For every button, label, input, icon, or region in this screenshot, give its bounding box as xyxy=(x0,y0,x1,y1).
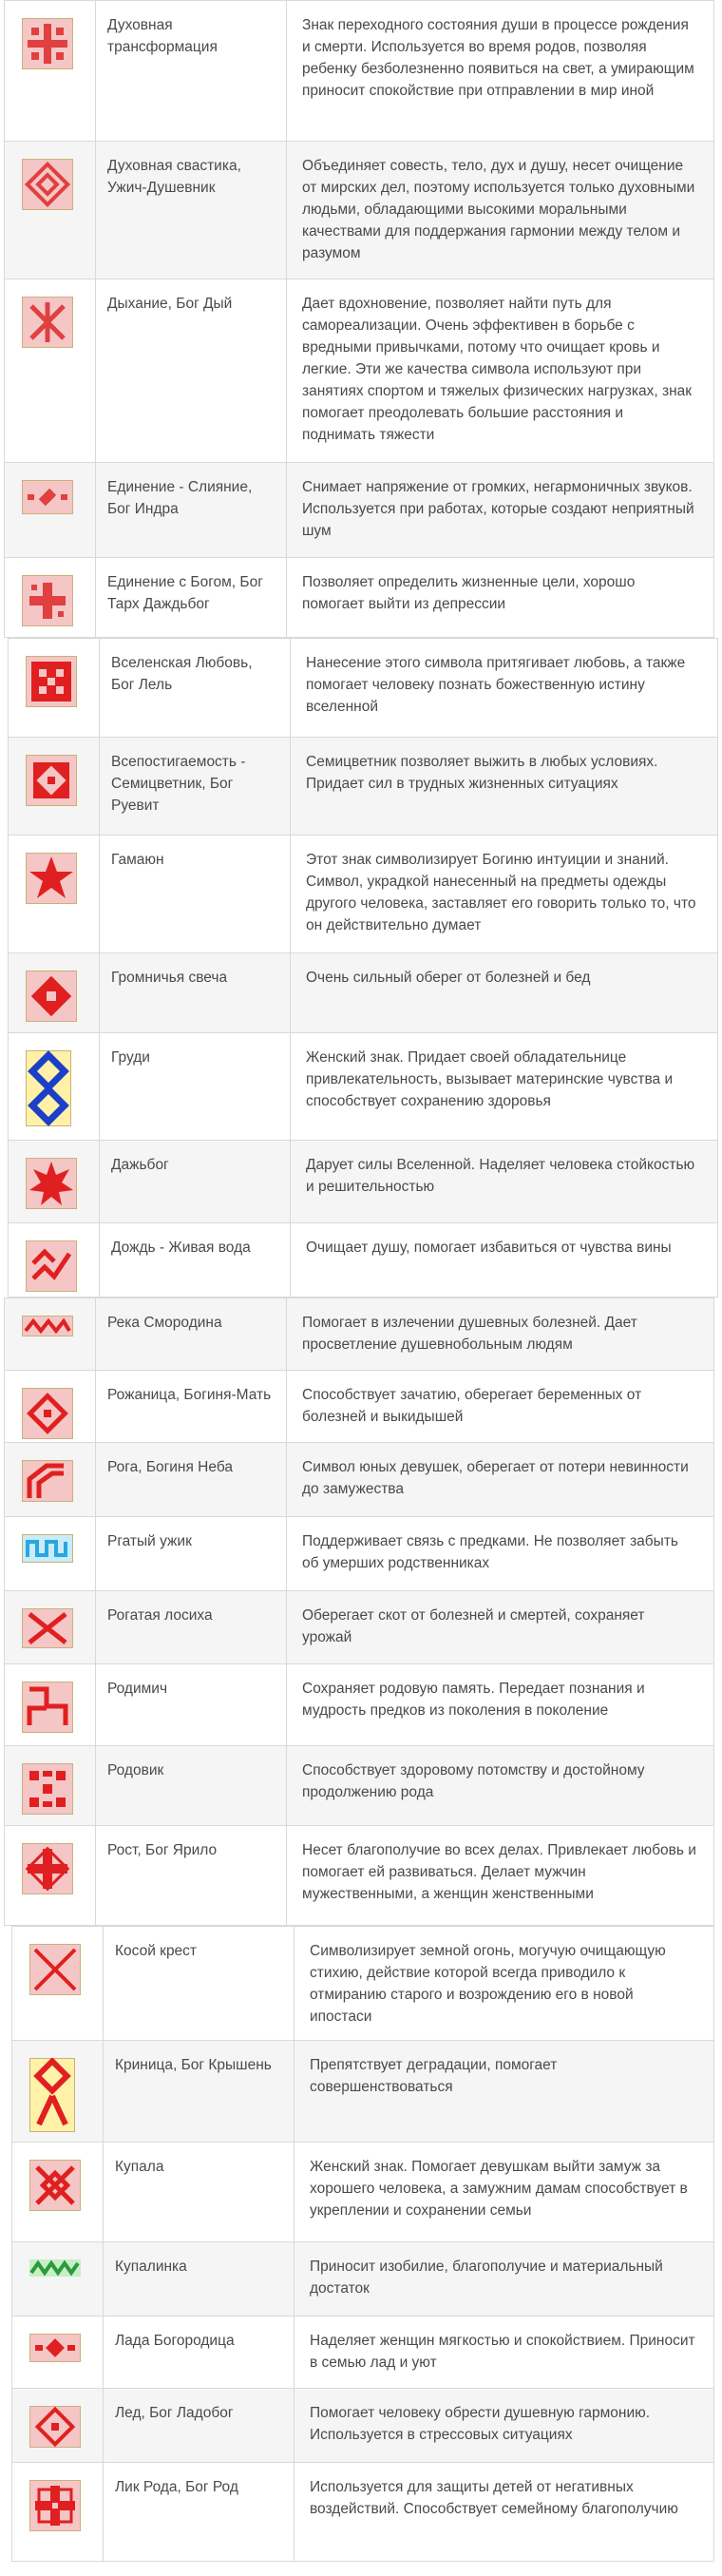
icon-cell xyxy=(12,2143,104,2242)
semitsvetnik-icon xyxy=(26,755,77,806)
symbol-name-cell xyxy=(104,2041,294,2143)
icon-cell xyxy=(12,2389,104,2463)
symbol-description: Женский знак. Помогает девушкам выйти замуж за хорошего человека, а замужним дамам способствует в укреплении и сохранении семьи xyxy=(310,2159,688,2219)
symbol-name-cell xyxy=(104,2463,294,2562)
icon-cell xyxy=(12,2316,104,2389)
symbol-name: Дождь - Живая вода xyxy=(111,1240,251,1256)
symbol-name: Лада Богородица xyxy=(115,2333,235,2349)
icon-cell xyxy=(9,836,100,953)
symbol-name-cell xyxy=(96,1443,287,1517)
kupalinka-icon xyxy=(29,2259,81,2277)
symbol-name: Рога, Богиня Неба xyxy=(107,1459,233,1475)
symbol-description: Семицветник позволяет выжить в любых условиях. Придает сил в трудных жизненных ситуациях xyxy=(306,754,658,792)
symbol-description: Используется для защиты детей от негативных воздействий. Способствует семейному благополучию xyxy=(310,2479,678,2517)
symbol-name-cell xyxy=(96,463,287,558)
symbol-name: Родимич xyxy=(107,1681,168,1697)
icon-cell xyxy=(5,1443,96,1517)
table-row xyxy=(12,2143,714,2242)
icon-cell xyxy=(5,463,96,558)
symbol-description-cell xyxy=(291,1223,718,1298)
symbol-description: Способствует здоровому потомству и достойному продолжению рода xyxy=(302,1762,645,1800)
symbol-description: Женский знак. Придает своей обладательнице привлекательность, вызывает материнские чувства и способствует сохранению здоровья xyxy=(306,1049,674,1109)
icon-cell xyxy=(9,1223,100,1298)
symbol-name: Дыхание, Бог Дый xyxy=(107,296,233,312)
symbol-name-cell xyxy=(104,2316,294,2389)
symbol-name: Река Смородина xyxy=(107,1315,222,1331)
table-row xyxy=(5,558,714,638)
symbol-name: Единение с Богом, Бог Тарх Даждьбог xyxy=(107,574,263,612)
lik-roda-icon xyxy=(29,2480,81,2531)
symbol-name-cell xyxy=(96,1371,287,1443)
symbol-name-cell xyxy=(96,1746,287,1826)
icon-cell xyxy=(9,953,100,1033)
dazhbog-icon xyxy=(26,1158,77,1209)
table-row xyxy=(5,1,714,142)
vselenskaya-lyubov-icon xyxy=(26,656,77,707)
symbol-description-cell xyxy=(294,1927,714,2041)
symbol-name-cell xyxy=(96,1664,287,1746)
symbol-description-cell xyxy=(294,2143,714,2242)
symbol-name-cell xyxy=(100,1223,291,1298)
dozhd-icon xyxy=(26,1240,77,1292)
symbol-description: Дарует силы Вселенной. Наделяет человека стойкостью и решительностью xyxy=(306,1157,695,1195)
symbol-description: Символ юных девушек, оберегает от потери невинности до замужества xyxy=(302,1459,689,1497)
symbol-description: Объединяет совесть, тело, дух и душу, несет очищение от мирских дел, поэтому используется только духовными людьми, обладающими высокими моральными качествами для поддержания гармонии между телом и разумом xyxy=(302,158,695,261)
symbol-description-cell xyxy=(294,2389,714,2463)
rgatyy-uzhik-icon xyxy=(22,1534,73,1563)
symbol-description-cell xyxy=(291,1033,718,1141)
symbol-name-cell xyxy=(100,1141,291,1223)
led-icon xyxy=(29,2406,81,2448)
symbol-name: Духовная свастика, Ужич-Душевник xyxy=(107,158,241,196)
symbol-name-cell xyxy=(104,1927,294,2041)
icon-cell xyxy=(5,1826,96,1926)
symbol-description-cell xyxy=(291,639,718,738)
symbol-name: Рогатая лосиха xyxy=(107,1607,213,1624)
symbol-description: Знак переходного состояния души в процессе рождения и смерти. Используется во время родов, позволяя ребенку безболезненно появиться на свет, а умирающим приносит спокойствие при отправлении в мир иной xyxy=(302,17,694,99)
icon-cell xyxy=(12,2041,104,2143)
symbol-description-cell xyxy=(291,738,718,836)
symbol-description-cell xyxy=(287,1517,714,1591)
symbol-description: Поддерживает связь с предками. Не позволяет забыть об умерших родственниках xyxy=(302,1533,678,1571)
symbol-description: Очищает душу, помогает избавиться от чувства вины xyxy=(306,1240,672,1256)
icon-cell xyxy=(9,1141,100,1223)
symbol-description-cell xyxy=(287,1746,714,1826)
symbol-name-cell xyxy=(104,2242,294,2316)
symbol-name-cell xyxy=(104,2143,294,2242)
table-row xyxy=(12,2316,714,2389)
symbol-name: Купалинка xyxy=(115,2259,187,2275)
symbols-table-1 xyxy=(4,0,714,638)
symbol-name: Всепостигаемость - Семицветник, Бог Руевит xyxy=(111,754,246,814)
lada-bogoroditsa-icon xyxy=(29,2334,81,2362)
symbol-name-cell xyxy=(96,1591,287,1664)
symbol-name: Лик Рода, Бог Род xyxy=(115,2479,238,2495)
symbol-name-cell xyxy=(104,2389,294,2463)
symbol-name-cell xyxy=(96,279,287,463)
table-row xyxy=(9,1223,718,1298)
symbol-description: Способствует зачатию, оберегает беременных от болезней и выкидышей xyxy=(302,1387,642,1425)
dukhovnaya-svastika-icon xyxy=(22,159,73,210)
symbols-table-2 xyxy=(8,638,718,1298)
rost-icon xyxy=(22,1843,73,1894)
symbol-description: Этот знак символизирует Богиню интуиции и знаний. Символ, украдкой нанесенный на предметы одежды другого человека, заставляет его говорить только то, что он действительно думает xyxy=(306,852,696,933)
symbol-description: Препятствует деградации, помогает совершенствоваться xyxy=(310,2057,558,2095)
symbol-description-cell xyxy=(291,836,718,953)
symbols-table-4 xyxy=(11,1926,714,2562)
icon-cell xyxy=(5,1517,96,1591)
symbol-description: Символизирует земной огонь, могучую очищающую стихию, действие которой всегда приводило к отмиранию старого и возрождению его в новой ипостаси xyxy=(310,1943,666,2025)
table-row xyxy=(12,2389,714,2463)
edinenie-sliyanie-icon xyxy=(22,480,73,514)
symbol-description-cell xyxy=(287,463,714,558)
symbol-name: Груди xyxy=(111,1049,150,1066)
symbol-name: Громничья свеча xyxy=(111,970,228,986)
symbol-description-cell xyxy=(287,1,714,142)
symbol-description-cell xyxy=(287,1371,714,1443)
symbol-description: Несет благополучие во всех делах. Привлекает любовь и помогает ей развиваться. Делает мужчин мужественными, а женщин женственными xyxy=(302,1842,696,1902)
symbol-description: Помогает в излечении душевных болезней. Дает просветление душевнобольным людям xyxy=(302,1315,637,1353)
table-row xyxy=(12,2041,714,2143)
table-row xyxy=(9,1033,718,1141)
table-row xyxy=(9,836,718,953)
symbol-description-cell xyxy=(287,558,714,638)
table-row xyxy=(12,2242,714,2316)
icon-cell xyxy=(5,1,96,142)
table-row xyxy=(9,953,718,1033)
table-row xyxy=(5,1298,714,1371)
grudi-icon xyxy=(26,1050,71,1126)
icon-cell xyxy=(12,2463,104,2562)
symbol-description: Позволяет определить жизненные цели, хорошо помогает выйти из депрессии xyxy=(302,574,636,612)
gamayun-icon xyxy=(26,853,77,904)
symbol-description-cell xyxy=(294,2463,714,2562)
symbol-description-cell xyxy=(287,1443,714,1517)
table-row xyxy=(5,1664,714,1746)
table-row xyxy=(5,1517,714,1591)
symbol-description: Оберегает скот от болезней и смертей, сохраняет урожай xyxy=(302,1607,645,1645)
symbol-description-cell xyxy=(291,953,718,1033)
dukhovnaya-transformatsiya-icon xyxy=(22,18,73,69)
icon-cell xyxy=(9,639,100,738)
symbol-description: Приносит изобилие, благополучие и материальный достаток xyxy=(310,2259,663,2297)
symbol-name-cell xyxy=(100,639,291,738)
icon-cell xyxy=(5,279,96,463)
symbol-description-cell xyxy=(294,2316,714,2389)
edinenie-s-bogom-icon xyxy=(22,575,73,626)
table-row xyxy=(5,1371,714,1443)
table-row xyxy=(5,142,714,279)
icon-cell xyxy=(5,142,96,279)
symbol-description-cell xyxy=(294,2041,714,2143)
symbol-name: Родовик xyxy=(107,1762,164,1778)
symbol-name-cell xyxy=(100,738,291,836)
table-row xyxy=(12,1927,714,2041)
symbol-name-cell xyxy=(100,1033,291,1141)
symbols-table-3 xyxy=(4,1298,714,1926)
table-row xyxy=(9,1141,718,1223)
table-row xyxy=(9,738,718,836)
table-row xyxy=(5,1591,714,1664)
kupala-icon xyxy=(29,2160,81,2211)
symbol-name-cell xyxy=(96,1826,287,1926)
symbol-description-cell xyxy=(287,279,714,463)
reka-smorodina-icon xyxy=(22,1316,73,1336)
table-row xyxy=(5,279,714,463)
gromnichya-svecha-icon xyxy=(26,971,77,1022)
icon-cell xyxy=(12,1927,104,2041)
symbol-description: Снимает напряжение от громких, негармоничных звуков. Используется при работах, которые создают неприятный шум xyxy=(302,479,694,539)
symbol-description: Наделяет женщин мягкостью и спокойствием. Приносит в семью лад и уют xyxy=(310,2333,695,2371)
symbol-name: Духовная трансформация xyxy=(107,17,218,55)
table-row xyxy=(12,2463,714,2562)
roga-icon xyxy=(22,1460,73,1502)
icon-cell xyxy=(9,738,100,836)
icon-cell xyxy=(5,1591,96,1664)
rodimich-icon xyxy=(22,1682,73,1733)
symbol-name: Лед, Бог Ладобог xyxy=(115,2405,234,2421)
symbol-name-cell xyxy=(96,1517,287,1591)
rozhanitsa-icon xyxy=(22,1388,73,1439)
symbol-description: Очень сильный оберег от болезней и бед xyxy=(306,970,591,986)
table-row xyxy=(5,1826,714,1926)
kosoy-krest-icon xyxy=(29,1944,81,1995)
rogataya-losikha-icon xyxy=(22,1608,73,1648)
symbol-description-cell xyxy=(287,1664,714,1746)
symbol-name: Купала xyxy=(115,2159,164,2175)
symbol-name-cell xyxy=(96,558,287,638)
icon-cell xyxy=(5,1371,96,1443)
symbol-description: Сохраняет родовую память. Передает познания и мудрость предков из поколения в поколение xyxy=(302,1681,645,1719)
symbol-name: Рожаница, Богиня-Мать xyxy=(107,1387,272,1403)
symbol-description: Помогает человеку обрести душевную гармонию. Используется в стрессовых ситуациях xyxy=(310,2405,651,2443)
symbol-name-cell xyxy=(96,142,287,279)
symbol-description: Нанесение этого символа притягивает любовь, а также помогает человеку познать божественную истину вселенной xyxy=(306,655,686,715)
symbol-name: Единение - Слияние, Бог Индра xyxy=(107,479,253,517)
icon-cell xyxy=(9,1033,100,1141)
icon-cell xyxy=(5,558,96,638)
symbol-name: Вселенская Любовь, Бог Лель xyxy=(111,655,253,693)
dykhanie-icon xyxy=(22,297,73,348)
symbol-description-cell xyxy=(287,1298,714,1371)
table-row xyxy=(9,639,718,738)
symbol-description: Дает вдохновение, позволяет найти путь для самореализации. Очень эффективен в борьбе с вредными привычками, потому что очищает кровь и легкие. Эти же качества символа используют при занятиях спортом и тяжелых физических нагрузках, знак помогает преодолевать большие расстояния и поднимать тяжести xyxy=(302,296,693,443)
symbol-description-cell xyxy=(287,1591,714,1664)
icon-cell xyxy=(12,2242,104,2316)
symbol-name: Косой крест xyxy=(115,1943,198,1959)
symbol-description-cell xyxy=(291,1141,718,1223)
symbol-name: Гамаюн xyxy=(111,852,164,868)
symbol-name-cell xyxy=(96,1298,287,1371)
table-row xyxy=(5,1746,714,1826)
table-row xyxy=(5,463,714,558)
symbol-name-cell xyxy=(96,1,287,142)
krinitsa-icon xyxy=(29,2058,75,2132)
symbol-name-cell xyxy=(100,953,291,1033)
symbol-name: Ргатый ужик xyxy=(107,1533,192,1549)
symbol-description-cell xyxy=(294,2242,714,2316)
symbol-name-cell xyxy=(100,836,291,953)
symbol-description-cell xyxy=(287,1826,714,1926)
rodovik-icon xyxy=(22,1763,73,1815)
symbol-name: Рост, Бог Ярило xyxy=(107,1842,218,1858)
icon-cell xyxy=(5,1298,96,1371)
symbol-name: Криница, Бог Крышень xyxy=(115,2057,272,2073)
symbol-name: Дажьбог xyxy=(111,1157,169,1173)
table-row xyxy=(5,1443,714,1517)
icon-cell xyxy=(5,1664,96,1746)
icon-cell xyxy=(5,1746,96,1826)
symbol-description-cell xyxy=(287,142,714,279)
